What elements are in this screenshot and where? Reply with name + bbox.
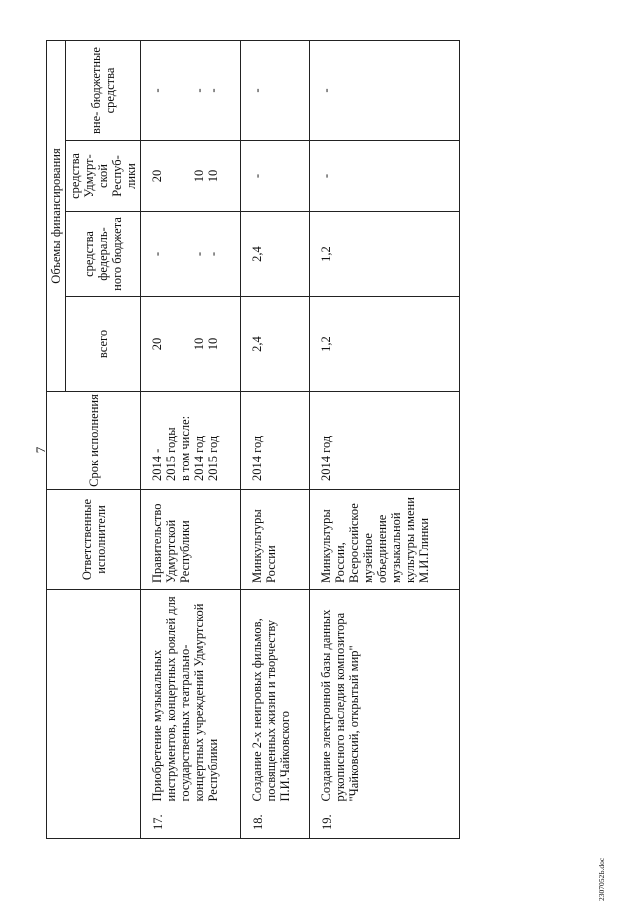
header-responsible: Ответственные исполнители <box>47 490 141 590</box>
udmurt-line: 10 <box>206 169 220 183</box>
row-udmurt <box>141 141 241 212</box>
footer-filename: 2307052Ь.doc <box>597 857 606 901</box>
header-number <box>47 808 141 839</box>
extra-line: - <box>206 88 220 93</box>
row-extra: - <box>310 40 460 140</box>
row-total: 1,2 <box>310 297 460 392</box>
header-term: Срок исполнения <box>47 392 141 490</box>
extra-line <box>164 41 178 140</box>
total-line: 20 <box>150 337 164 351</box>
row-federal: 1,2 <box>310 212 460 297</box>
funding-table <box>46 40 460 839</box>
row-number: 17. <box>141 808 241 839</box>
row-udmurt: - <box>241 141 310 212</box>
extra-line: - <box>192 88 206 93</box>
term-line: 2014 год <box>192 435 206 481</box>
federal-line: - <box>206 251 220 257</box>
row-number: 18. <box>241 808 310 839</box>
row-extra <box>141 40 241 140</box>
table-row <box>141 40 241 838</box>
total-line <box>164 297 178 391</box>
extra-line <box>178 41 192 140</box>
term-line: 2015 год <box>206 435 220 481</box>
row-name: Создание 2-х неигровых фильмов, посвященных жизни и творчеству П.И.Чайковского <box>241 590 310 808</box>
row-responsible: Минкультуры России, Всероссийское музейное объединение музыкальной культуры имени М.И.Глинки <box>310 490 460 590</box>
row-term <box>141 392 241 490</box>
row-number: 19. <box>310 808 460 839</box>
row-total <box>141 297 241 392</box>
federal-line: - <box>150 251 164 257</box>
page-number: 7 <box>33 446 48 454</box>
row-udmurt: - <box>310 141 460 212</box>
row-term: 2014 год <box>310 392 460 490</box>
row-responsible: Правительство Удмуртской Республики <box>141 490 241 590</box>
federal-line <box>178 212 192 296</box>
header-total: всего <box>66 297 141 392</box>
row-responsible: Минкультуры России <box>241 490 310 590</box>
row-total: 2,4 <box>241 297 310 392</box>
term-line: 2014 - <box>150 448 164 481</box>
total-line: 10 <box>192 337 206 351</box>
table-row <box>241 40 310 838</box>
header-row-top <box>47 40 66 838</box>
table-row <box>310 40 460 838</box>
row-federal <box>141 212 241 297</box>
row-term: 2014 год <box>241 392 310 490</box>
header-federal: средства федераль- ного бюджета <box>66 212 141 297</box>
header-extra: вне- бюджетные средства <box>66 40 141 140</box>
total-line: 10 <box>206 337 220 351</box>
header-udmurt: средства Удмурт- ской Респуб- лики <box>66 141 141 212</box>
header-funding-group: Объемы финансирования <box>47 40 66 391</box>
udmurt-line <box>164 141 178 211</box>
total-line <box>178 297 192 391</box>
term-line: в том числе: <box>178 415 192 481</box>
header-name <box>47 590 141 808</box>
udmurt-line <box>178 141 192 211</box>
udmurt-line: 10 <box>192 169 206 183</box>
term-line: 2015 годы <box>164 427 178 481</box>
row-name: Создание электронной базы данных рукописного наследия композитора "Чайковский, открытый мир" <box>310 590 460 808</box>
extra-line: - <box>150 88 164 93</box>
row-federal: 2,4 <box>241 212 310 297</box>
udmurt-line: 20 <box>150 169 164 183</box>
row-name: Приобретение музыкальных инструментов, концертных роялей для государственных театрально-концертных учреждений Удмуртской Республики <box>141 590 241 808</box>
federal-line <box>164 212 178 296</box>
row-extra: - <box>241 40 310 140</box>
federal-line: - <box>192 251 206 257</box>
